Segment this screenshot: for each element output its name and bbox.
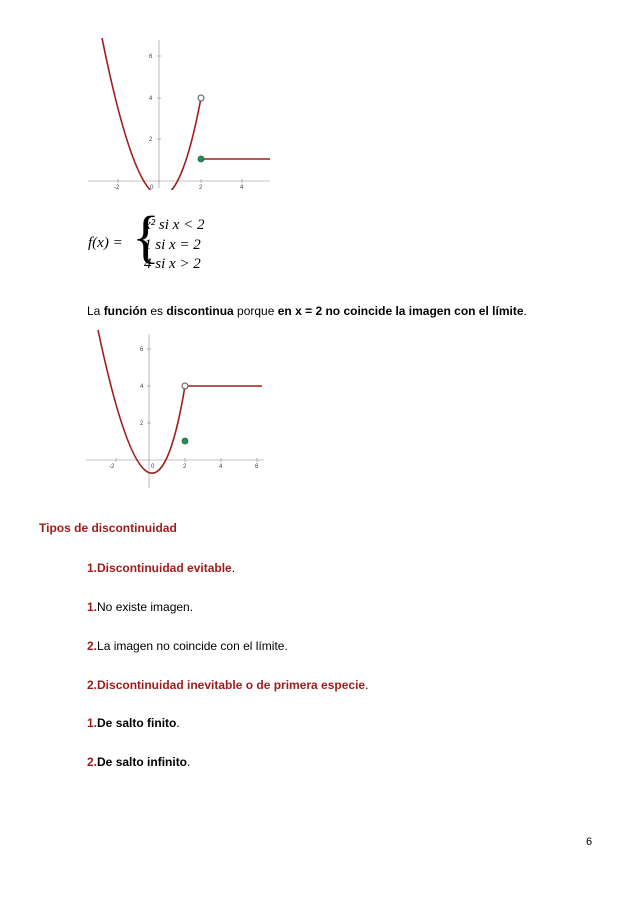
list-item [87,678,368,692]
list-number: 2. [87,639,98,653]
y-tick-label: 2 [140,421,144,427]
list-label: Discontinuidad evitable [97,561,232,575]
text-bold: en x = 2 no coincide la imagen con el límite [277,304,524,318]
filled-point [182,438,188,444]
open-point [198,95,204,101]
text: . [176,716,180,730]
formula-lhs: f(x) = [88,235,123,251]
list-number: 1. [87,600,98,614]
text-bold: función [103,304,148,318]
x-tick-label: -2 [109,464,115,470]
list-item [87,561,235,575]
text: . [231,561,236,575]
y-tick-label: 6 [140,347,144,353]
list-number: 2. [87,678,98,692]
text: . [365,678,369,692]
x-tick-label: 2 [183,464,187,470]
formula-case: 1 si x = 2 [144,237,201,253]
text-bold: discontinua [166,304,234,318]
x-tick-label: 4 [240,185,244,190]
list-number: 1. [87,561,98,575]
list-item [87,600,193,614]
y-tick-label: 6 [149,54,153,60]
section-title: Tipos de discontinuidad [39,521,177,535]
text: . [523,304,527,318]
list-number: 1. [87,716,98,730]
graph-1 [80,38,275,190]
piecewise-formula [88,204,258,274]
text: . [187,755,191,769]
statement-paragraph [87,304,607,318]
formula-case: 4 si x > 2 [144,256,201,272]
list-label: De salto infinito [97,755,188,769]
filled-point [198,156,204,162]
x-tick-label: 0 [151,464,155,470]
x-tick-label: 0 [150,185,154,190]
page-number: 6 [586,836,593,848]
list-label: Discontinuidad inevitable o de primera especie [97,678,366,692]
list-label: La imagen no coincide con el límite. [97,639,288,653]
text: porque [233,304,278,318]
list-item [87,755,190,769]
graph-1-grid [88,40,270,188]
list-label: De salto finito [97,716,177,730]
formula-brace: { [132,204,160,269]
x-tick-label: 6 [255,464,259,470]
text: es [147,304,167,318]
graph-2 [78,330,268,490]
open-point [182,383,188,389]
y-tick-label: 2 [149,137,153,143]
formula-case: x² si x < 2 [144,217,205,233]
parabola-curve [102,38,201,190]
x-tick-label: -2 [114,185,120,190]
x-tick-label: 2 [199,185,203,190]
list-number: 2. [87,755,98,769]
x-tick-label: 4 [219,464,223,470]
list-item [87,716,180,730]
y-tick-label: 4 [149,96,153,102]
text: La [87,304,104,318]
list-item [87,639,288,653]
y-tick-label: 4 [140,384,144,390]
list-label: No existe imagen. [97,600,194,614]
